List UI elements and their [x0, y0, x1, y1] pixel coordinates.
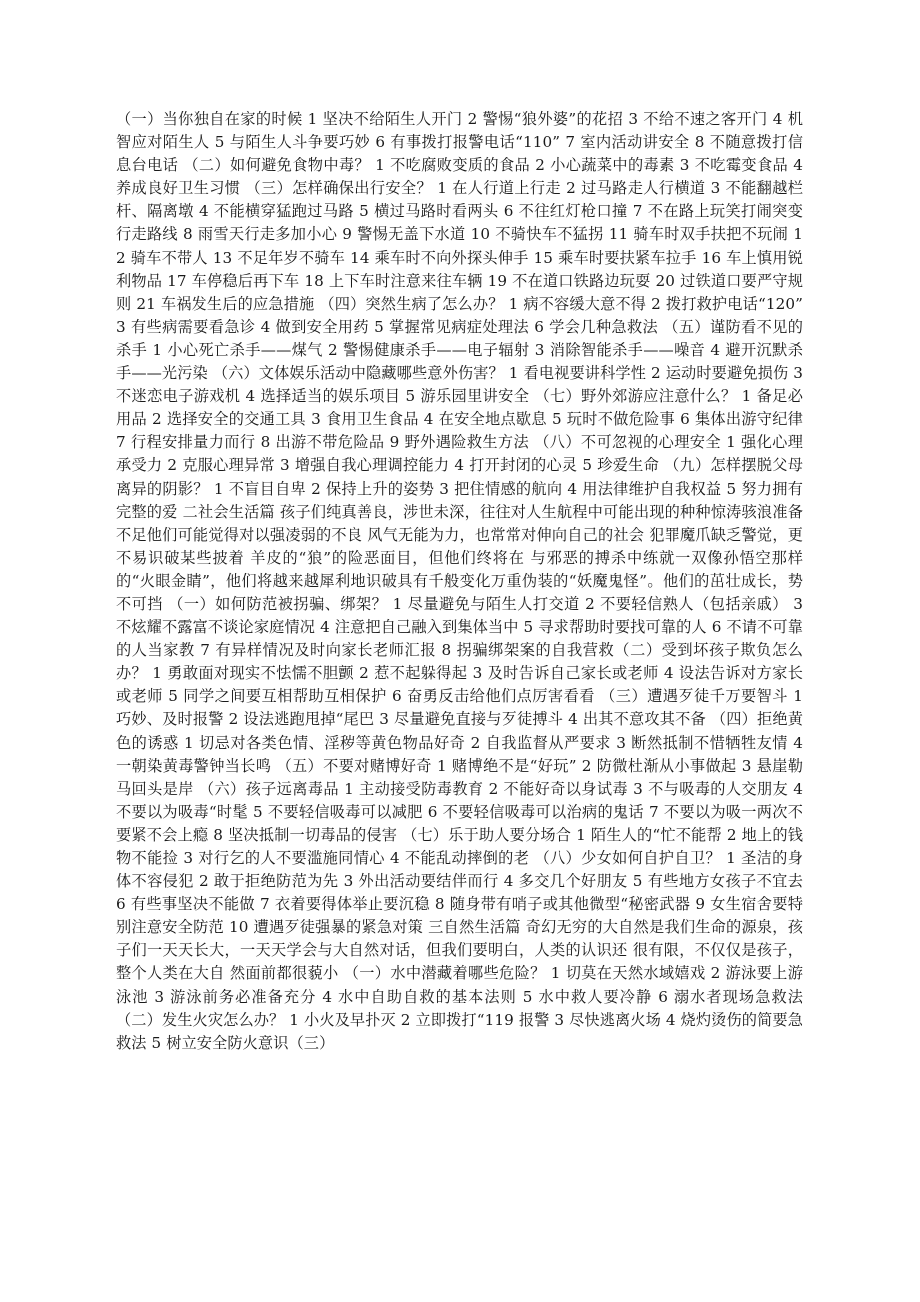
document-page	[116, 108, 803, 1055]
body-paragraph: （一）当你独自在家的时候 1 坚决不给陌生人开门 2 警惕“狼外婆”的花招 3 不给不速之客开门 4 机智应对陌生人 5 与陌生人斗争要巧妙 6 有事拨打报警电话“110” 7 室内活动讲安全 8 不随意拨打信息台电话 （二）如何避免食物中毒？ 1 不吃腐败变质的食品 2 小心蔬菜中的毒素 3 不吃霉变食品 4 养成良好卫生习惯 （三）怎样确保出行安全？ 1 在人行道上行走 2 过马路走人行横道 3 不能翻越栏杆、隔离墩 4 不能横穿猛跑过马路 5 横过马路时看两头 6 不往红灯枪口撞 7 不在路上玩笑打闹突变行走路线 8 雨雪天行走多加小心 9 警惕无盖下水道 10 不骑快车不猛拐 11 骑车时双手扶把不玩闹 12 骑车不带人 13 不足年岁不骑车 14 乘车时不向外探头伸手 15 乘车时要扶紧车拉手 16 车上慎用锐利物品 17 车停稳后再下车 18 上下车时注意来往车辆 19 不在道口铁路边玩耍 20 过铁道口要严守规则 21 车祸发生后的应急措施 （四）突然生病了怎么办？ 1 病不容缓大意不得 2 拨打救护电话“120” 3 有些病需要看急诊 4 做到安全用药 5 掌握常见病症处理法 6 学会几种急救法 （五）谨防看不见的杀手 1 小心死亡杀手——煤气 2 警惕健康杀手——电子辐射 3 消除智能杀手——噪音 4 避开沉默杀手——光污染 （六）文体娱乐活动中隐藏哪些意外伤害？ 1 看电视要讲科学性 2 运动时要避免损伤 3 不迷恋电子游戏机 4 选择适当的娱乐项目 5 游乐园里讲安全 （七）野外郊游应注意什么？ 1 备足必用品 2 选择安全的交通工具 3 食用卫生食品 4 在安全地点歇息 5 玩时不做危险事 6 集体出游守纪律 7 行程安排量力而行 8 出游不带危险品 9 野外遇险救生方法 （八）不可忽视的心理安全 1 强化心理承受力 2 克服心理异常 3 增强自我心理调控能力 4 打开封闭的心灵 5 珍爱生命 （九）怎样摆脱父母离异的阴影？ 1 不盲目自卑 2 保持上升的姿势 3 把住情感的航向 4 用法律维护自我权益 5 努力拥有完整的爱 二社会生活篇 孩子们纯真善良，涉世未深，往往对人生航程中可能出现的种种惊涛骇浪准备不足他们可能觉得对以强凌弱的不良 风气无能为力，也常常对伸向自己的社会 犯罪魔爪缺乏警觉，更不易识破某些披着 羊皮的“狼”的险恶面目，但他们终将在 与邪恶的搏杀中练就一双像孙悟空那样 的“火眼金睛”，他们将越来越犀利地识破具有千般变化万重伪装的“妖魔鬼怪”。他们的茁壮成长，势不可挡 （一）如何防范被拐骗、绑架？ 1 尽量避免与陌生人打交道 2 不要轻信熟人（包括亲戚） 3 不炫耀不露富不谈论家庭情况 4 注意把自己融入到集体当中 5 寻求帮助时要找可靠的人 6 不请不可靠的人当家教 7 有异样情况及时向家长老师汇报 8 拐骗绑架案的自我营救（二）受到坏孩子欺负怎么办？ 1 勇敢面对现实不怯懦不胆颤 2 惹不起躲得起 3 及时告诉自己家长或老师 4 设法告诉对方家长或老师 5 同学之间要互相帮助互相保护 6 奋勇反击给他们点厉害看看 （三）遭遇歹徒千万要智斗 1 巧妙、及时报警 2 设法逃跑甩掉“尾巴 3 尽量避免直接与歹徒搏斗 4 出其不意攻其不备 （四）拒绝黄色的诱惑 1 切忌对各类色情、淫秽等黄色物品好奇 2 自我监督从严要求 3 断然抵制不惜牺牲友情 4 一朝染黄毒警钟当长鸣 （五）不要对赌博好奇 1 赌博绝不是“好玩” 2 防微杜渐从小事做起 3 悬崖勒马回头是岸 （六）孩子远离毒品 1 主动接受防毒教育 2 不能好奇以身试毒 3 不与吸毒的人交朋友 4 不要以为吸毒“时髦 5 不要轻信吸毒可以减肥 6 不要轻信吸毒可以治病的鬼话 7 不要以为吸一两次不要紧不会上瘾 8 坚决抵制一切毒品的侵害 （七）乐于助人要分场合 1 陌生人的“忙不能帮 2 地上的钱物不能捡 3 对行乞的人不要滥施同情心 4 不能乱动摔倒的老 （八）少女如何自护自卫？ 1 圣洁的身体不容侵犯 2 敢于拒绝防范为先 3 外出活动要结伴而行 4 多交几个好朋友 5 有些地方女孩子不宜去 6 有些事坚决不能做 7 衣着要得体举止要沉稳 8 随身带有哨子或其他微型“秘密武器 9 女生宿舍要特别注意安全防范 10 遭遇歹徒强暴的紧急对策 三自然生活篇 奇幻无穷的大自然是我们生命的源泉，孩子们一天天长大，一天天学会与大自然对话，但我们要明白，人类的认识还 很有限，不仅仅是孩子，整个人类在大自 然面前都很藐小 （一）水中潜藏着哪些危险？ 1 切莫在天然水域嬉戏 2 游泳要上游泳池 3 游泳前务必准备充分 4 水中自助自救的基本法则 5 水中救人要冷静 6 溺水者现场急救法 （二）发生火灾怎么办？ 1 小火及早扑灭 2 立即拨打“119 报警 3 尽快逃离火场 4 烧灼烫伤的简要急救法 5 树立安全防火意识（三）	[116, 110, 803, 1052]
